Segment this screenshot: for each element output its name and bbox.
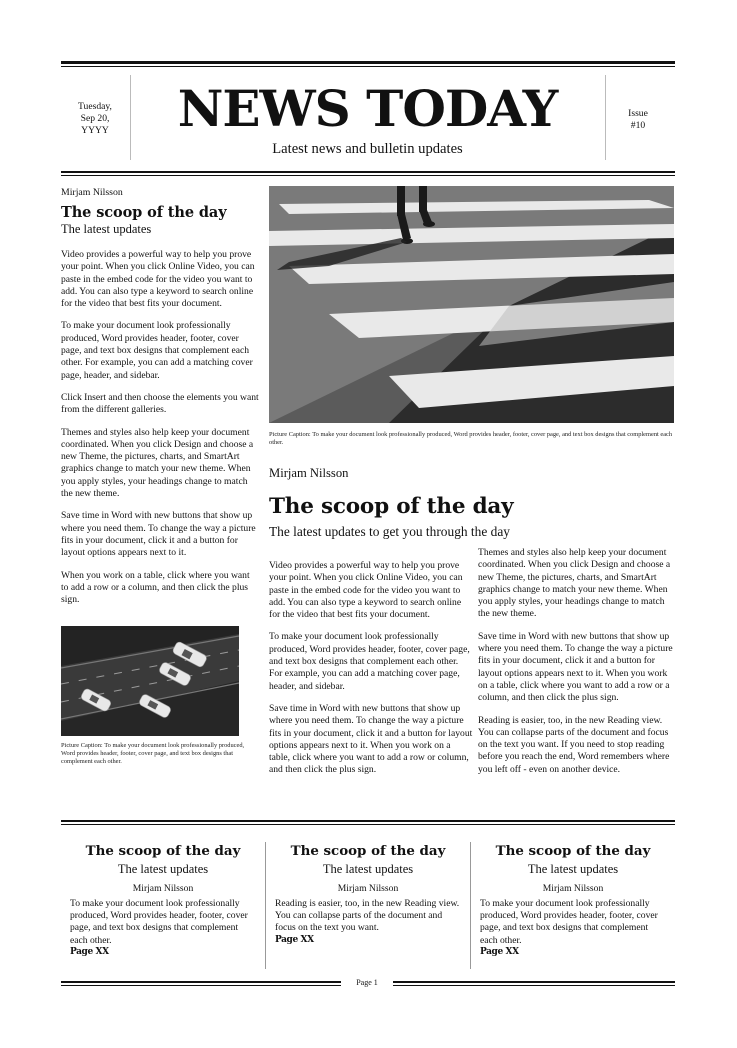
left-article: [61, 187, 259, 606]
footer-rule-left: [61, 981, 341, 983]
masthead-tagline: Latest news and bulletin updates: [272, 141, 463, 157]
bottom-divider: [470, 842, 471, 969]
paragraph: To make your document look professionally produced, Word provides header, footer, cover page, and text box designs that complement each other. For example, you can add a matching cover page, header, and sidebar.: [269, 631, 470, 692]
bottom-section-rule-thin: [61, 824, 675, 825]
photo-caption: Picture Caption: To make your document look professionally produced, Word provides header, footer, cover page, and text box designs that complement each other.: [269, 431, 673, 446]
article-headline: The scoop of the day: [290, 843, 446, 859]
paragraph: Save time in Word with new buttons that show up where you need them. To change the way a picture fits in your document, click it and a button for layout options appears next to it. When you work on a table, click where you want to add a row or column, and then click the plus sign.: [269, 702, 473, 776]
bottom-article-3: [478, 843, 668, 957]
paragraph: When you work on a table, click where you want to add a row or a column, and then click the plus sign.: [61, 569, 250, 606]
bottom-article-2: [273, 843, 463, 945]
byline: Mirjam Nilsson: [269, 466, 349, 480]
article-subhead: The latest updates: [61, 222, 152, 236]
bottom-divider: [265, 842, 266, 969]
paragraph: Themes and styles also help keep your document coordinated. When you click Design and choose a new Theme, the pictures, charts, and SmartArt graphics change to match your new theme. When you apply styles, your headings change to match the new theme.: [61, 426, 254, 500]
article-body: Reading is easier, too, in the new Reading view. You can collapse parts of the document and focus on the text you want.: [275, 898, 460, 934]
byline: Mirjam Nilsson: [61, 187, 123, 198]
masthead-rule-bottom: [61, 171, 675, 173]
masthead-title: NEWS TODAY: [177, 79, 558, 138]
paragraph: Themes and styles also help keep your document coordinated. When you click Design and choose a new Theme, the pictures, charts, and SmartArt graphics change to match your new theme. When you apply styles, your headings change to match the new theme.: [478, 547, 671, 620]
issue-number: Issue #10: [628, 108, 648, 131]
paragraph: Save time in Word with new buttons that show up where you need them. To change the way a picture fits in your document, click it and a button for layout options appears next to it.: [61, 510, 256, 559]
aerial-highway-photo: [61, 626, 239, 736]
masthead-rule-bottom-thin: [61, 175, 675, 176]
paragraph: To make your document look professionally produced, Word provides header, footer, cover page, and text box designs that complement each other. For example, you can add a matching cover page, header, and sidebar.: [61, 320, 253, 381]
byline: Mirjam Nilsson: [337, 883, 399, 894]
article-body: To make your document look professionally produced, Word provides header, footer, cover page, and text box designs that complement each other.: [480, 898, 658, 946]
crosswalk-photo: [269, 186, 674, 423]
page-reference[interactable]: Page XX: [70, 946, 109, 957]
footer-rule-right: [393, 981, 675, 983]
footer-rule-left-thin: [61, 985, 341, 986]
main-column-2: [478, 547, 678, 776]
paragraph: Reading is easier, too, in the new Reading view. You can collapse parts of the document and focus on the text you want. If you need to stop reading before you reach the end, Word remembers where you left off - even on another device.: [478, 714, 670, 775]
main-headline: The scoop of the day: [269, 494, 514, 519]
byline: Mirjam Nilsson: [542, 883, 604, 894]
article-subhead: The latest updates: [527, 862, 619, 876]
paragraph: Video provides a powerful way to help you prove your point. When you click Online Video, you can paste in the embed code for the video you want to add. You can also type a keyword to search online for the video that best fits your document.: [269, 560, 463, 621]
masthead-divider-right: [605, 75, 606, 160]
page-number: Page 1: [356, 978, 378, 987]
main-subhead: The latest updates to get you through the day: [269, 524, 510, 539]
article-headline: The scoop of the day: [85, 843, 241, 859]
issue-date: Tuesday, Sep 20, YYYY: [78, 101, 112, 136]
main-column-1: [269, 560, 473, 777]
page-reference[interactable]: Page XX: [480, 946, 519, 957]
paragraph: Click Insert and then choose the elements you want from the different galleries.: [61, 391, 259, 416]
byline: Mirjam Nilsson: [132, 883, 194, 894]
footer-rule-right-thin: [393, 985, 675, 986]
article-subhead: The latest updates: [117, 862, 209, 876]
bottom-section-rule: [61, 820, 675, 822]
top-rule-thin: [61, 66, 675, 67]
article-headline: The scoop of the day: [495, 843, 651, 859]
paragraph: Video provides a powerful way to help you prove your point. When you click Online Video, you can paste in the embed code for the video you want to add. You can also type a keyword to search online for the video that best fits your document.: [61, 249, 255, 310]
article-subhead: The latest updates: [322, 862, 414, 876]
paragraph: Save time in Word with new buttons that show up where you need them. To change the way a picture fits in your document, click it and a button for layout options appears next to it. When you work on a table, click where you want to add a row or a column, and then click the plus sign.: [478, 630, 673, 704]
article-headline: The scoop of the day: [61, 204, 227, 221]
photo-caption: Picture Caption: To make your document look professionally produced, Word provides header, footer, cover page, and text box designs that complement each other.: [61, 742, 245, 765]
bottom-article-1: [68, 843, 258, 957]
page-reference[interactable]: Page XX: [275, 934, 314, 945]
top-rule-thick: [61, 61, 675, 64]
article-body: To make your document look professionally produced, Word provides header, footer, cover page, and text box designs that complement each other.: [70, 898, 248, 946]
